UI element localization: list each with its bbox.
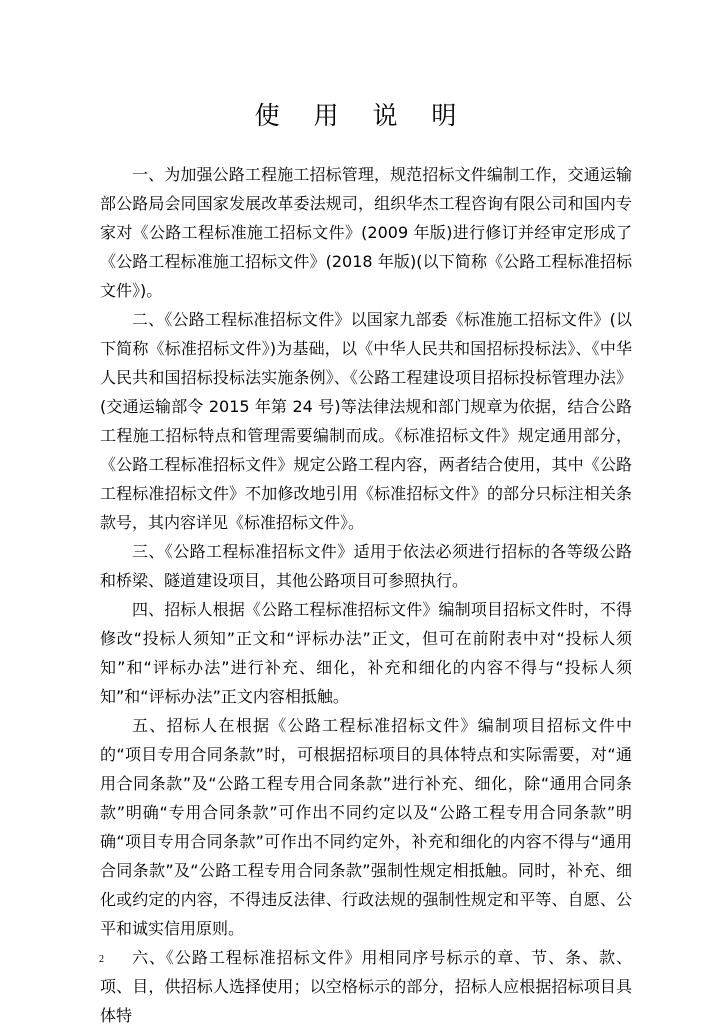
paragraph-2: 二、《公路工程标准招标文件》以国家九部委《标准施工招标文件》(以下简称《标准招标文件》)为基础，以《中华人民共和国招标投标法》、《中华人民共和国招标投标法实施条例》、《公路工程建设项目招标投标管理办法》(交通运输部令 2015 年第 24 号)等法律法规和部门规章为依据，结合公路工程施工招标特点和管理需要编制而成。《标准招标文件》规定通用部分，《公路工程标准招标文件》规定公路工程内容，两者结合使用，其中《公路工程标准招标文件》不加修改地引用《标准招标文件》的部分只标注相关条款号，其内容详见《标准招标文件》。 bbox=[100, 310, 632, 532]
paragraph-4: 四、招标人根据《公路工程标准招标文件》编制项目招标文件时，不得修改“投标人须知”正文和“评标办法”正文，但可在前附表中对“投标人须知”和“评标办法”进行补充、细化，补充和细化的内容不得与“投标人须知”和“评标办法”正文内容相抵触。 bbox=[100, 600, 632, 706]
page-title: 使 用 说 明 bbox=[254, 101, 470, 130]
document-body bbox=[100, 160, 632, 1030]
paragraph-5: 五、招标人在根据《公路工程标准招标文件》编制项目招标文件中的“项目专用合同条款”时，可根据招标项目的具体特点和实际需要，对“通用合同条款”及“公路工程专用合同条款”进行补充、细化，除“通用合同条款”明确“专用合同条款”可作出不同约定以及“公路工程专用合同条款”明确“项目专用合同条款”可作出不同约定外，补充和细化的内容不得与“通用合同条款”及“公路工程专用合同条款”强制性规定相抵触。同时，补充、细化或约定的内容，不得违反法律、行政法规的强制性规定和平等、自愿、公平和诚实信用原则。 bbox=[100, 716, 632, 938]
paragraph-3: 三、《公路工程标准招标文件》适用于依法必须进行招标的各等级公路和桥梁、隧道建设项目，其他公路项目可参照执行。 bbox=[100, 542, 632, 590]
paragraph-1: 一、为加强公路工程施工招标管理，规范招标文件编制工作，交通运输部公路局会同国家发展改革委法规司，组织华杰工程咨询有限公司和国内专家对《公路工程标准施工招标文件》(2009 年版)进行修订并经审定形成了《公路工程标准施工招标文件》(2018 年版)(以下简称《公路工程标准招标文件》)。 bbox=[100, 165, 632, 300]
page-number: 2 bbox=[99, 954, 104, 965]
paragraph-6: 六、《公路工程标准招标文件》用相同序号标示的章、节、条、款、项、目，供招标人选择使用；以空格标示的部分，招标人应根据招标项目具体特 bbox=[100, 948, 632, 1025]
